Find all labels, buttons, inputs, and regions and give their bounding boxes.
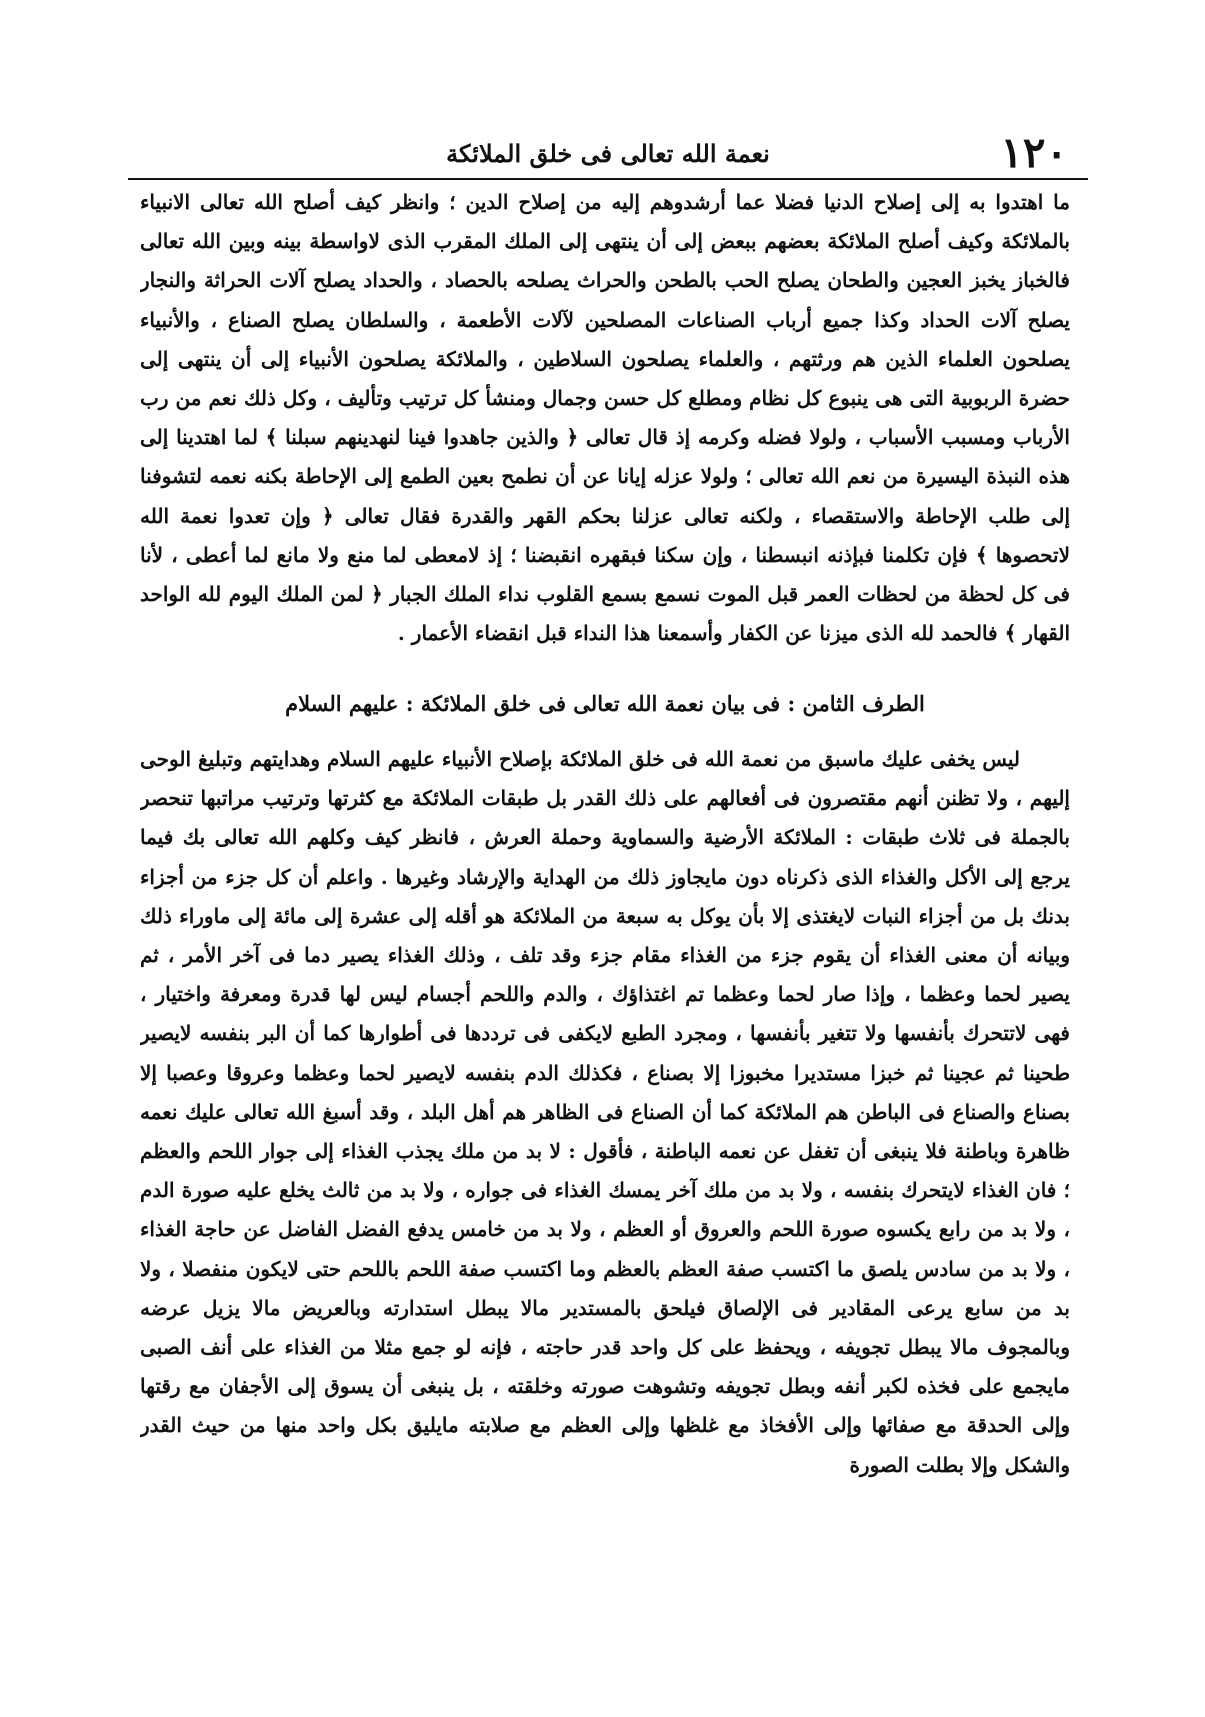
paragraph-2: ليس يخفى عليك ماسبق من نعمة الله فى خلق الملائكة بإصلاح الأنبياء عليهم السلام وهدايتهم وتبليغ الوحى إليهم ، ولا تظنن أنهم مقتصرون فى أفعالهم على ذلك القدر بل طبقات الملائكة مع كثرتها وترتيب مراتبها تنحصر بالجملة فى ثلاث طبقات : الملائكة الأرضية والسماوية وحملة العرش ، فانظر كيف وكلهم الله تعالى بك فيما يرجع إلى الأكل والغذاء الذى ذكرناه دون مايجاوز ذلك من الهداية والإرشاد وغيرها . واعلم أن كل جزء من أجزاء بدنك بل من أجزاء النبات لايغتذى إلا بأن يوكل به سبعة من الملائكة هو أقله إلى عشرة إلى مائة إلى ماوراء ذلك وبيانه أن معنى الغذاء أن يقوم جزء من الغذاء مقام جزء وقد تلف ، وذلك الغذاء يصير دما فى آخر الأمر ، ثم يصير لحما وعظما ، وإذا صار لحما وعظما تم اغتذاؤك ، والدم واللحم أجسام ليس لها قدرة ومعرفة واختيار ، فهى لاتتحرك بأنفسها ولا تتغير بأنفسها ، ومجرد الطبع لايكفى فى ترددها فى أطوارها كما أن البر بنفسه لايصير طحينا ثم عجينا ثم خبزا مستديرا مخبوزا إلا بصناع ، فكذلك الدم بنفسه لايصير لحما وعظما وعروقا وعصبا إلا بصناع والصناع فى الباطن هم الملائكة كما أن الصناع فى الظاهر هم أهل البلد ، وقد أسبغ الله تعالى عليك نعمه ظاهرة وباطنة فلا ينبغى أن تغفل عن نعمه الباطنة ، فأقول : لا بد من ملك يجذب الغذاء إلى جوار اللحم والعظم ؛ فان الغذاء لايتحرك بنفسه ، ولا بد من ملك آخر يمسك الغذاء فى جواره ، ولا بد من ثالث يخلع عليه صورة الدم ، ولا بد من رابع يكسوه صورة اللحم والعروق أو العظم ، ولا بد من خامس يدفع الفضل الفاضل عن حاجة الغذاء ، ولا بد من سادس يلصق ما اكتسب صفة العظم بالعظم وما اكتسب صفة اللحم باللحم حتى لايكون منفصلا ، ولا بد من سابع يرعى المقادير فى الإلصاق فيلحق بالمستدير مالا يبطل استدارته وبالعريض مالا يزيل عرضه وبالمجوف مالا يبطل تجويفه ، ويحفظ على كل واحد قدر حاجته ، فإنه لو جمع مثلا من الغذاء على أنف الصبى مايجمع على فخذه لكبر أنفه وبطل تجويفه وتشوهت صورته وخلقته ، بل ينبغى أن يسوق إلى الأجفان مع رقتها وإلى الحدقة مع صفائها وإلى الأفخاذ مع غلظها وإلى العظم مع صلابته مايليق بكل واحد منها من حيث القدر والشكل وإلا بطلت الصورة xyxy=(140,747,1070,1477)
section-heading: الطرف الثامن : فى بيان نعمة الله تعالى فى خلق الملائكة : عليهم السلام xyxy=(285,691,925,716)
running-title: نعمة الله تعالى فى خلق الملائكة xyxy=(446,139,770,168)
page-header xyxy=(128,128,1088,178)
header-rule xyxy=(128,178,1088,180)
page-number: ١٢٠ xyxy=(1000,128,1068,177)
paragraph-1: ما اهتدوا به إلى إصلاح الدنيا فضلا عما أرشدوهم إليه من إصلاح الدين ؛ وانظر كيف أصلح الله تعالى الانبياء بالملائكة وكيف أصلح الملائكة بعضهم ببعض إلى أن ينتهى إلى الملك المقرب الذى لاواسطة بينه وبين الله تعالى فالخباز يخبز العجين والطحان يصلح الحب بالطحن والحراث يصلحه بالحصاد ، والحداد يصلح آلات الحراثة والنجار يصلح آلات الحداد وكذا جميع أرباب الصناعات المصلحين لآلات الأطعمة ، والسلطان يصلح الصناع ، والأنبياء يصلحون العلماء الذين هم ورثتهم ، والعلماء يصلحون السلاطين ، والملائكة يصلحون الأنبياء إلى أن ينتهى إلى حضرة الربوبية التى هى ينبوع كل نظام ومطلع كل حسن وجمال ومنشأ كل ترتيب وتأليف ، وكل ذلك نعم من رب الأرباب ومسبب الأسباب ، ولولا فضله وكرمه إذ قال تعالى ﴿ والذين جاهدوا فينا لنهدينهم سبلنا ﴾ لما اهتدينا إلى هذه النبذة اليسيرة من نعم الله تعالى ؛ ولولا عزله إيانا عن أن نطمح بعين الطمع إلى الإحاطة بكنه نعمه لتشوفنا إلى طلب الإحاطة والاستقصاء ، ولكنه تعالى عزلنا بحكم القهر والقدرة فقال تعالى ﴿ وإن تعدوا نعمة الله لاتحصوها ﴾ فإن تكلمنا فبإذنه انبسطنا ، وإن سكنا فبقهره انقبضنا ؛ إذ لامعطى لما منع ولا مانع لما أعطى ، لأنا فى كل لحظة من لحظات العمر قبل الموت نسمع بسمع القلوب نداء الملك الجبار ﴿ لمن الملك اليوم لله الواحد القهار ﴾ فالحمد لله الذى ميزنا عن الكفار وأسمعنا هذا النداء قبل انقضاء الأعمار . xyxy=(140,190,1070,646)
